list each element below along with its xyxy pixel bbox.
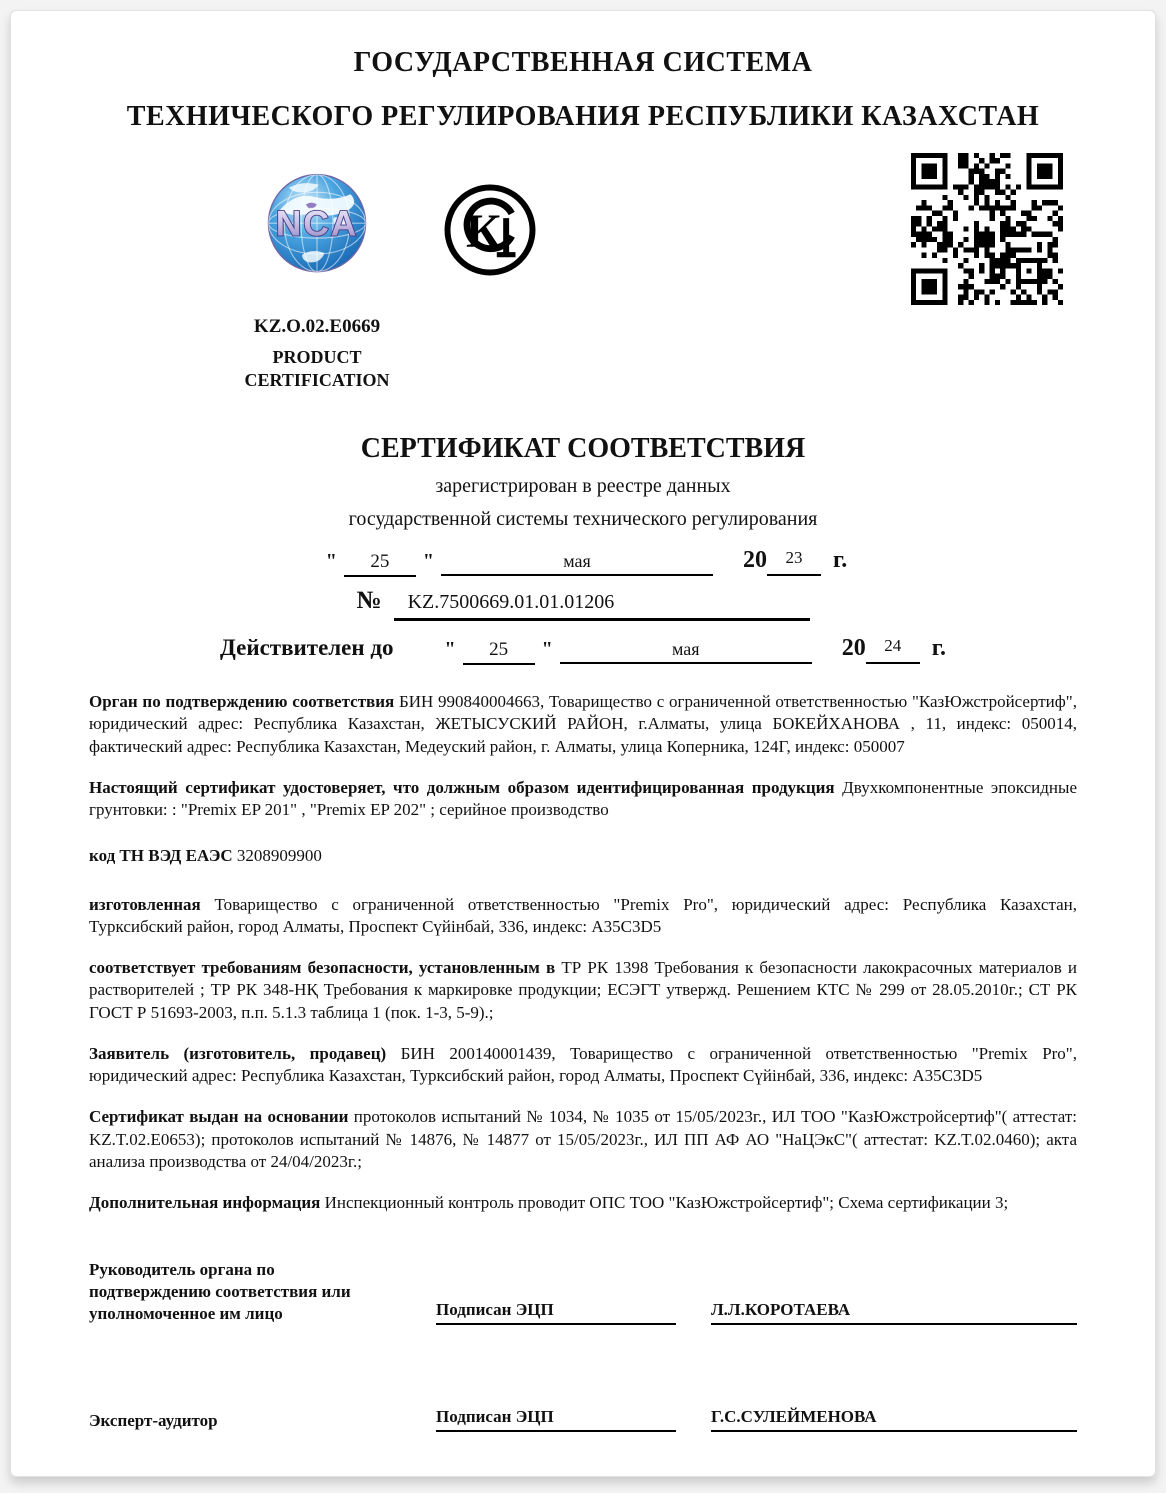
qr-code-icon [911, 153, 1063, 305]
valid-day-field: 25 [463, 639, 535, 665]
signature-row-expert [89, 1407, 1077, 1432]
valid-year-field: 24 [866, 640, 920, 664]
certificate-title: СЕРТИФИКАТ СООТВЕТСТВИЯ [360, 433, 806, 464]
open-quote: " [444, 638, 456, 660]
nca-block [161, 169, 473, 391]
header-line-1: ГОСУДАРСТВЕННАЯ СИСТЕМА [353, 47, 813, 78]
valid-month-field: мая [560, 639, 812, 664]
close-quote: " [422, 550, 434, 572]
valid-until-label: Действителен до [220, 635, 394, 660]
certificate-number: KZ.7500669.01.01.01206 [394, 591, 810, 621]
logo-section [89, 165, 1077, 409]
number-label: № [356, 587, 382, 614]
issue-date-line [89, 547, 1077, 577]
paragraph-requirements: соответствует требованиям безопасности, установленным в ТР РК 1398 Требования к безопасности лакокрасочных материалов и растворителей ; ТР РК 348-НҚ Требования к маркировке продукции; ЕСЭГТ утвержд. Решением КТС № 299 от 28.05.2010г.; СТ РК ГОСТ Р 51693-2003, п.п. 5.1.3 таблица 1 (пок. 1-3, 5-9).; [89, 958, 1077, 1022]
org-code: KZ.O.02.E0669 [253, 316, 381, 337]
certificate-number-line [89, 587, 1077, 621]
signature-method: Подписан ЭЦП [436, 1300, 676, 1325]
paragraph-applicant: Заявитель (изготовитель, продавец) БИН 200140001439, Товарищество с ограниченной ответственностью "Premix Pro", юридический адрес: Республика Казахстан, Турксибский район, город Алматы, Проспект Сүйінбай, 336, индекс: A35C3D5 [89, 1043, 1077, 1086]
valid-until-line [89, 635, 1077, 665]
signature-section [89, 1259, 1077, 1432]
issue-year-field: 23 [767, 552, 821, 576]
paragraph-certification-body: Орган по подтверждению соответствия БИН 990840004663, Товарищество с ограниченной ответственностью "КазЮжстройсертиф", юридический адрес: Республика Казахстан, ЖЕТЫСУСКИЙ РАЙОН, г.Алматы, улица БОКЕЙХАНОВА , 11, индекс: 050014, фактический адрес: Республика Казахстан, Медеуский район, г. Алматы, улица Коперника, 124Г, индекс: 050007 [89, 692, 1077, 756]
signature-role: Эксперт-аудитор [89, 1410, 218, 1430]
paragraph-basis: Сертификат выдан на основании протоколов испытаний № 1034, № 1035 от 15/05/2023г., ИЛ ТОО "КазЮжстройсертиф"( аттестат: KZ.T.02.E0653); протоколов испытаний № 14876, № 14877 от 15/05/2023г., ИЛ ПП АФ АО "НаЦЭкС"( аттестат: KZ.T.02.0460); акта анализа производства от 24/04/2023г.; [89, 1107, 1077, 1171]
signature-row-head [89, 1259, 1077, 1325]
paragraph-hs-code: код ТН ВЭД ЕАЭС 3208909900 [89, 846, 322, 866]
paragraph-product: Настоящий сертификат удостоверяет, что должным образом идентифицированная продукция Двухкомпонентные эпоксидные грунтовки: : "Premix EP 201" , "Premix EP 202" ; серийное производство [89, 777, 1077, 820]
kc-letter: К [465, 206, 501, 258]
subtitle-line-2: государственной системы технического регулирования [348, 508, 818, 530]
subtitle-line-1: зарегистрирован в реестре данных [435, 475, 731, 497]
valid-century: 20 [841, 635, 866, 661]
nca-globe-icon [261, 169, 373, 281]
conformity-mark-block [439, 179, 541, 286]
product-certification-label: PRODUCT CERTIFICATION [244, 347, 390, 390]
qr-block [911, 153, 1063, 305]
year-suffix: г. [833, 547, 848, 573]
close-quote: " [541, 638, 553, 660]
issue-day-field: 25 [344, 551, 416, 577]
signature-name: Л.Л.КОРОТАЕВА [711, 1300, 1077, 1325]
paragraph-manufacturer: изготовленная Товарищество с ограниченной ответственностью "Premix Pro", юридический адрес: Республика Казахстан, Турксибский район, город Алматы, Проспект Сүйінбай, 336, индекс: A35C3D5 [89, 894, 1077, 936]
signature-method: Подписан ЭЦП [436, 1407, 676, 1432]
issue-month-field: мая [441, 551, 713, 576]
kazakhstan-conformity-mark-icon [439, 179, 541, 281]
header-line-2: ТЕХНИЧЕСКОГО РЕГУЛИРОВАНИЯ РЕСПУБЛИКИ КАЗАХСТАН [126, 101, 1040, 132]
issue-century: 20 [743, 547, 767, 573]
nca-letters: NCA [275, 203, 359, 244]
year-suffix: г. [931, 635, 946, 661]
signature-name: Г.С.СУЛЕЙМЕНОВА [711, 1407, 1077, 1432]
open-quote: " [325, 550, 337, 572]
certificate-body [89, 691, 1077, 1215]
paragraph-additional-info: Дополнительная информация Инспекционный контроль проводит ОПС ТОО "КазЮжстройсертиф"; Схема сертификации 3; [89, 1193, 1009, 1213]
certificate-page [10, 10, 1156, 1477]
signature-role: Руководитель органа по подтверждению соответствия или уполномоченное им лицо [89, 1259, 351, 1323]
